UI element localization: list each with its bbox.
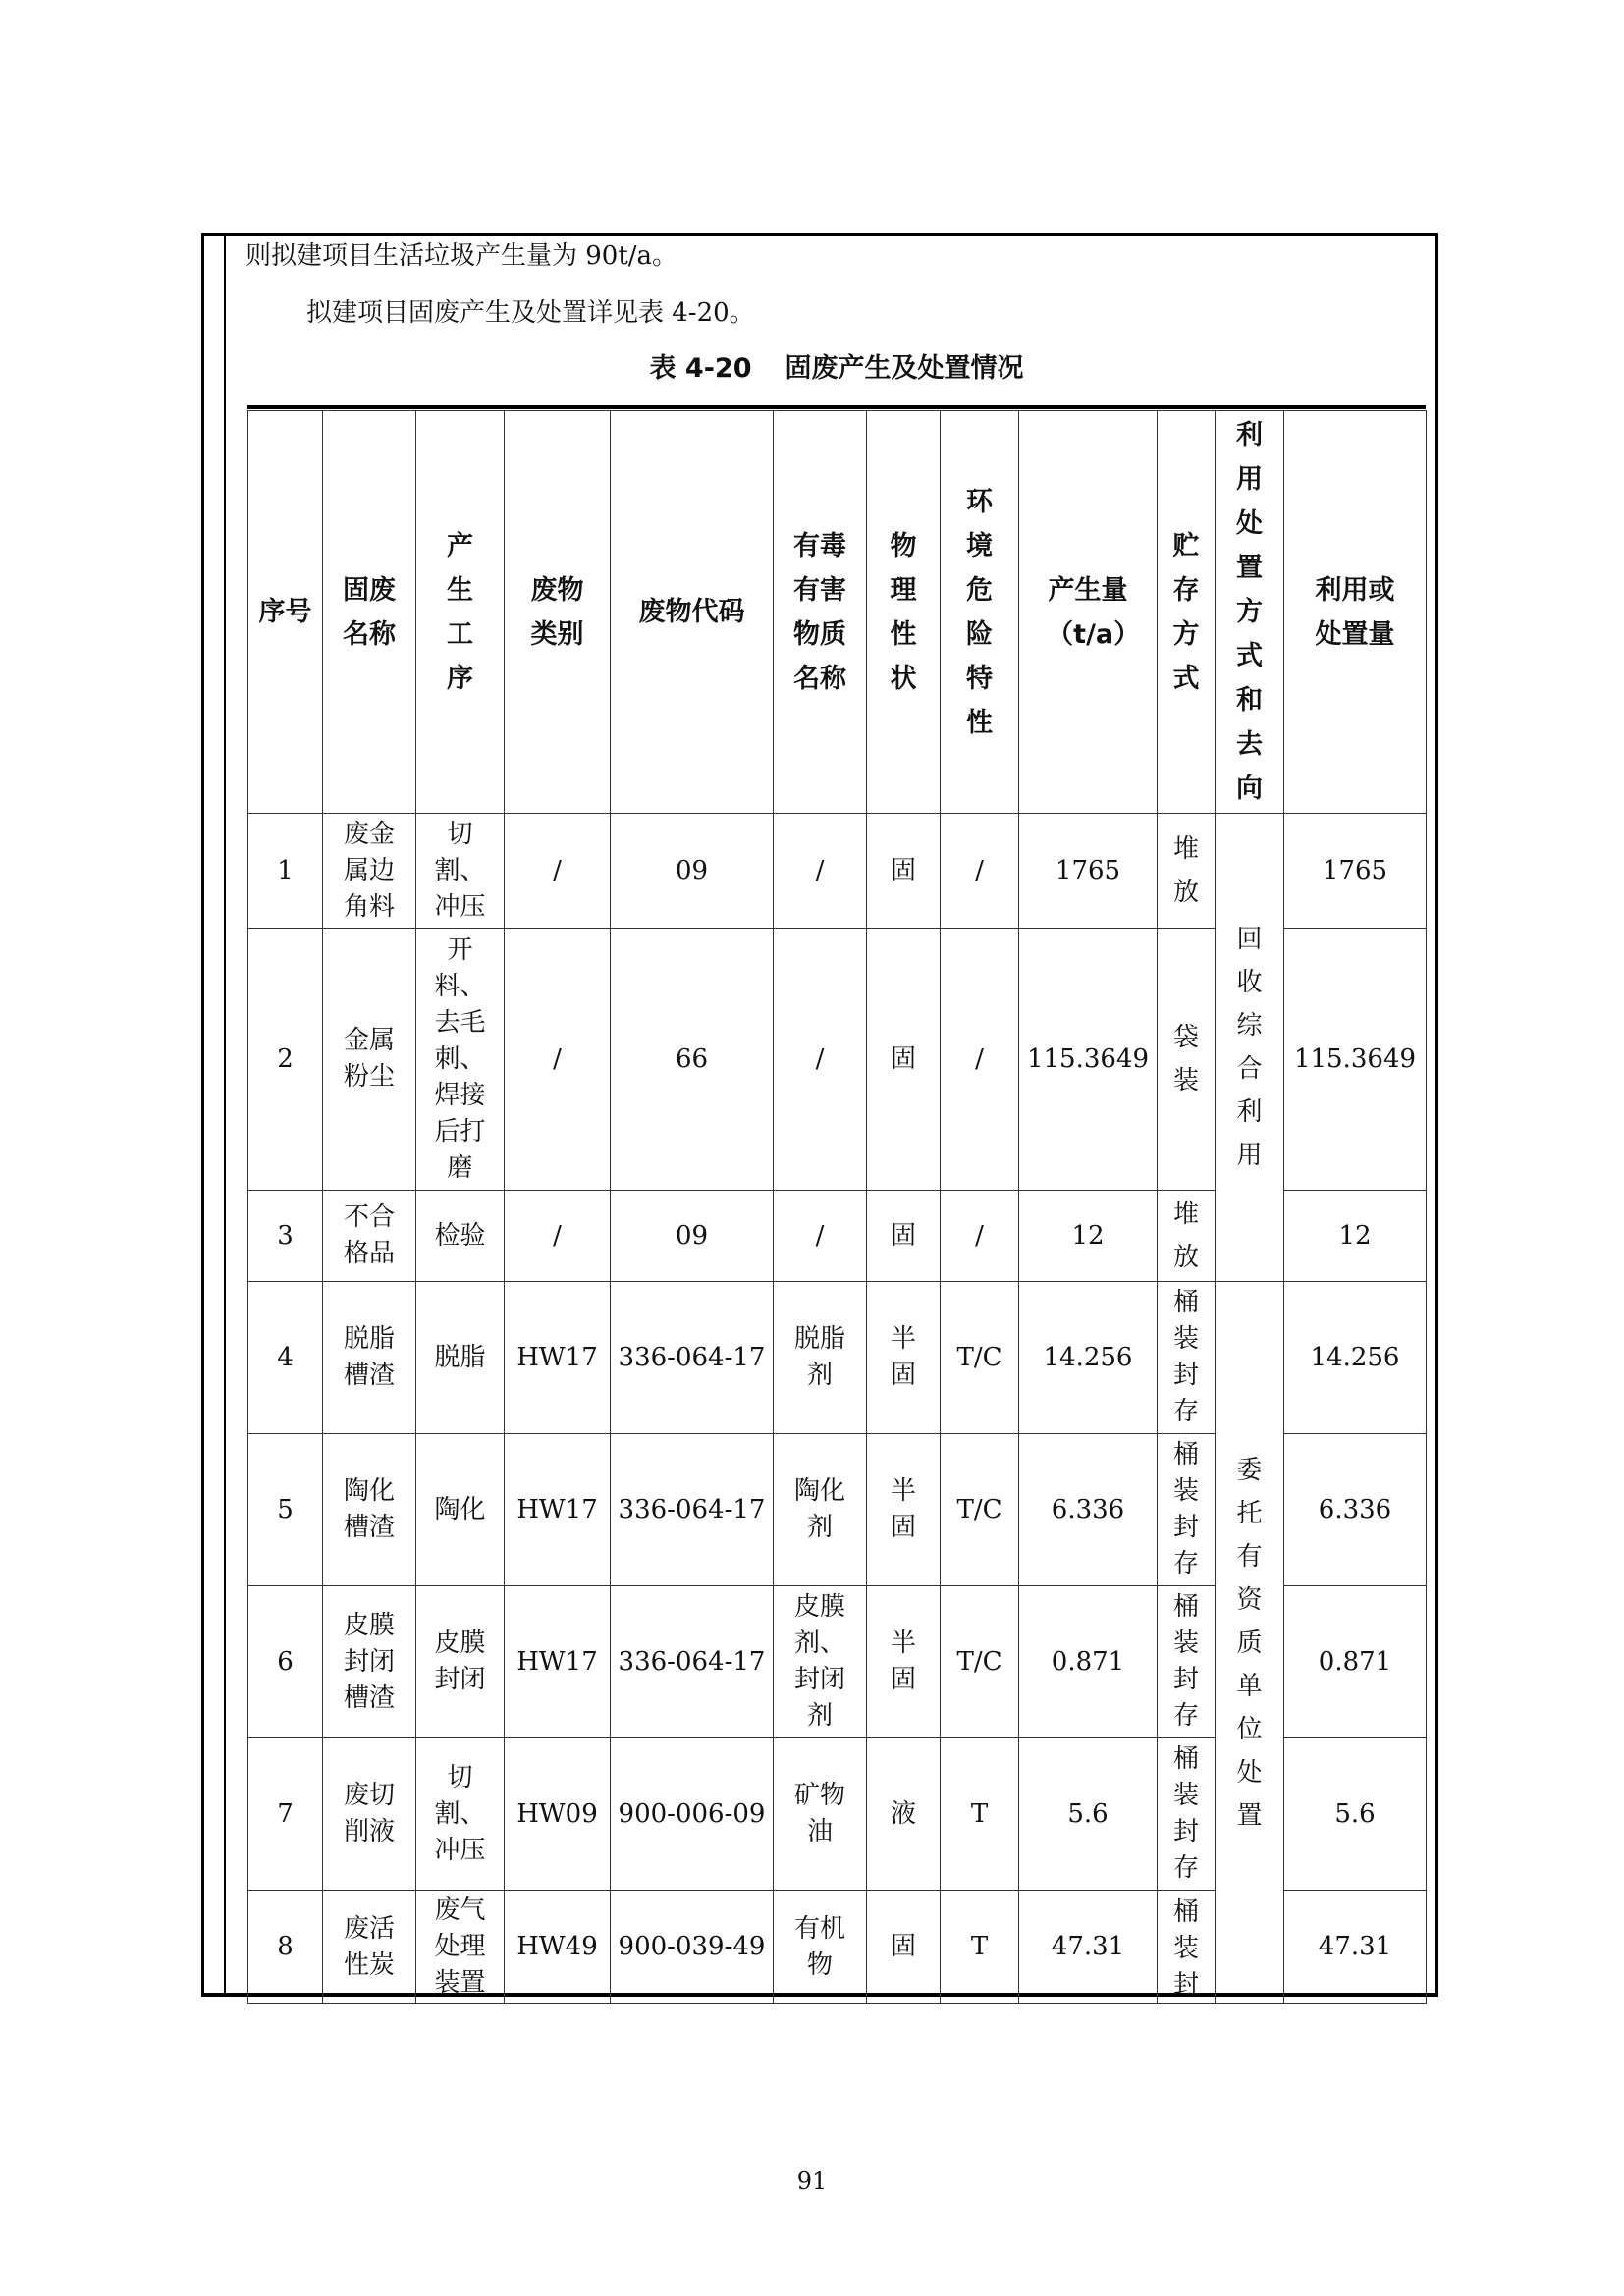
cell-no: 3 bbox=[248, 1191, 323, 1282]
cell-used: 115.3649 bbox=[1284, 929, 1427, 1191]
cell-toxic: / bbox=[774, 814, 867, 929]
cell-category: / bbox=[505, 929, 611, 1191]
cell-disposal-recycle: 回收综合利用 bbox=[1216, 814, 1284, 1282]
cell-amount: 115.3649 bbox=[1019, 929, 1158, 1191]
cell-hazard: T/C bbox=[941, 1434, 1019, 1586]
cell-used: 1765 bbox=[1284, 814, 1427, 929]
table-row bbox=[248, 814, 1427, 929]
cell-name: 废金属边角料 bbox=[323, 814, 416, 929]
cell-no: 8 bbox=[248, 1891, 323, 2004]
cell-no: 4 bbox=[248, 1282, 323, 1434]
cell-no: 5 bbox=[248, 1434, 323, 1586]
cell-toxic: / bbox=[774, 929, 867, 1191]
cell-amount: 47.31 bbox=[1019, 1891, 1158, 2004]
table-caption-title: 固废产生及处置情况 bbox=[785, 353, 1024, 384]
cell-no: 7 bbox=[248, 1738, 323, 1891]
cell-state: 半固 bbox=[867, 1434, 941, 1586]
cell-process: 检验 bbox=[416, 1191, 505, 1282]
cell-hazard: / bbox=[941, 929, 1019, 1191]
cell-disposal-entrusted: 委托有资质单位处置 bbox=[1216, 1282, 1284, 2004]
cell-code: 336-064-17 bbox=[611, 1434, 774, 1586]
cell-storage: 桶装封 bbox=[1158, 1891, 1216, 2004]
cell-code: 09 bbox=[611, 814, 774, 929]
cell-used: 12 bbox=[1284, 1191, 1427, 1282]
cell-code: 900-006-09 bbox=[611, 1738, 774, 1891]
cell-category: HW09 bbox=[505, 1738, 611, 1891]
cell-name: 脱脂槽渣 bbox=[323, 1282, 416, 1434]
cell-code: 336-064-17 bbox=[611, 1586, 774, 1738]
cell-amount: 6.336 bbox=[1019, 1434, 1158, 1586]
cell-amount: 0.871 bbox=[1019, 1586, 1158, 1738]
cell-used: 0.871 bbox=[1284, 1586, 1427, 1738]
cell-process: 陶化 bbox=[416, 1434, 505, 1586]
cell-no: 1 bbox=[248, 814, 323, 929]
cell-amount: 5.6 bbox=[1019, 1738, 1158, 1891]
cell-storage: 袋装 bbox=[1158, 929, 1216, 1191]
cell-name: 皮膜封闭槽渣 bbox=[323, 1586, 416, 1738]
cell-process: 切割、冲压 bbox=[416, 814, 505, 929]
table-header-row bbox=[248, 411, 1427, 814]
cell-storage: 桶装封存 bbox=[1158, 1738, 1216, 1891]
cell-no: 2 bbox=[248, 929, 323, 1191]
cell-process: 切割、冲压 bbox=[416, 1738, 505, 1891]
header-toxic-substance: 有毒有害物质名称 bbox=[774, 411, 867, 814]
header-physical-state: 物理性状 bbox=[867, 411, 941, 814]
cell-state: 半固 bbox=[867, 1282, 941, 1434]
cell-hazard: T bbox=[941, 1891, 1019, 2004]
cell-used: 14.256 bbox=[1284, 1282, 1427, 1434]
header-storage: 贮存方式 bbox=[1158, 411, 1216, 814]
header-waste-name: 固废名称 bbox=[323, 411, 416, 814]
cell-process: 脱脂 bbox=[416, 1282, 505, 1434]
cell-name: 陶化槽渣 bbox=[323, 1434, 416, 1586]
page-number: 91 bbox=[796, 2167, 828, 2195]
header-waste-code: 废物代码 bbox=[611, 411, 774, 814]
cell-code: 336-064-17 bbox=[611, 1282, 774, 1434]
cell-category: / bbox=[505, 814, 611, 929]
header-waste-category: 废物类别 bbox=[505, 411, 611, 814]
cell-code: 09 bbox=[611, 1191, 774, 1282]
cell-state: 固 bbox=[867, 929, 941, 1191]
cell-toxic: 有机物 bbox=[774, 1891, 867, 2004]
solid-waste-table bbox=[247, 410, 1427, 2004]
paragraph-table-reference: 拟建项目固废产生及处置详见表 4-20。 bbox=[306, 298, 755, 328]
cell-name: 不合格品 bbox=[323, 1191, 416, 1282]
cell-category: HW17 bbox=[505, 1434, 611, 1586]
cell-toxic: 陶化剂 bbox=[774, 1434, 867, 1586]
cell-hazard: T bbox=[941, 1738, 1019, 1891]
cell-storage: 堆放 bbox=[1158, 1191, 1216, 1282]
cell-amount: 12 bbox=[1019, 1191, 1158, 1282]
cell-toxic: 皮膜剂、封闭剂 bbox=[774, 1586, 867, 1738]
cell-state: 固 bbox=[867, 814, 941, 929]
cell-hazard: / bbox=[941, 814, 1019, 929]
cell-no: 6 bbox=[248, 1586, 323, 1738]
cell-storage: 桶装封存 bbox=[1158, 1586, 1216, 1738]
table-caption bbox=[247, 351, 1426, 387]
cell-name: 废活性炭 bbox=[323, 1891, 416, 2004]
cell-state: 半固 bbox=[867, 1586, 941, 1738]
cell-hazard: T/C bbox=[941, 1586, 1019, 1738]
cell-amount: 14.256 bbox=[1019, 1282, 1158, 1434]
cell-category: HW49 bbox=[505, 1891, 611, 2004]
cell-category: / bbox=[505, 1191, 611, 1282]
paragraph-garbage-amount: 则拟建项目生活垃圾产生量为 90t/a。 bbox=[245, 241, 678, 271]
cell-storage: 桶装封存 bbox=[1158, 1282, 1216, 1434]
cell-process: 废气处理装置 bbox=[416, 1891, 505, 2004]
cell-used: 47.31 bbox=[1284, 1891, 1427, 2004]
header-serial: 序号 bbox=[248, 411, 323, 814]
cell-code: 900-039-49 bbox=[611, 1891, 774, 2004]
cell-category: HW17 bbox=[505, 1586, 611, 1738]
cell-state: 液 bbox=[867, 1738, 941, 1891]
table-top-rule bbox=[247, 405, 1426, 409]
cell-name: 废切削液 bbox=[323, 1738, 416, 1891]
cell-toxic: 脱脂剂 bbox=[774, 1282, 867, 1434]
frame-inner-line bbox=[224, 233, 226, 1997]
cell-state: 固 bbox=[867, 1891, 941, 2004]
cell-hazard: / bbox=[941, 1191, 1019, 1282]
header-process: 产生工序 bbox=[416, 411, 505, 814]
table-caption-number: 表 4-20 bbox=[649, 353, 752, 384]
header-hazard-property: 环境危险特性 bbox=[941, 411, 1019, 814]
cell-used: 6.336 bbox=[1284, 1434, 1427, 1586]
cell-hazard: T/C bbox=[941, 1282, 1019, 1434]
header-disposal-method: 利用处置方式和去向 bbox=[1216, 411, 1284, 814]
cell-storage: 桶装封存 bbox=[1158, 1434, 1216, 1586]
table-row bbox=[248, 1282, 1427, 1434]
cell-amount: 1765 bbox=[1019, 814, 1158, 929]
cell-toxic: / bbox=[774, 1191, 867, 1282]
cell-category: HW17 bbox=[505, 1282, 611, 1434]
cell-name: 金属粉尘 bbox=[323, 929, 416, 1191]
header-disposal-amount: 利用或处置量 bbox=[1284, 411, 1427, 814]
cell-storage: 堆放 bbox=[1158, 814, 1216, 929]
header-amount: 产生量（t/a） bbox=[1019, 411, 1158, 814]
cell-process: 开料、去毛刺、焊接后打磨 bbox=[416, 929, 505, 1191]
cell-state: 固 bbox=[867, 1191, 941, 1282]
cell-toxic: 矿物油 bbox=[774, 1738, 867, 1891]
cell-process: 皮膜封闭 bbox=[416, 1586, 505, 1738]
cell-used: 5.6 bbox=[1284, 1738, 1427, 1891]
cell-code: 66 bbox=[611, 929, 774, 1191]
